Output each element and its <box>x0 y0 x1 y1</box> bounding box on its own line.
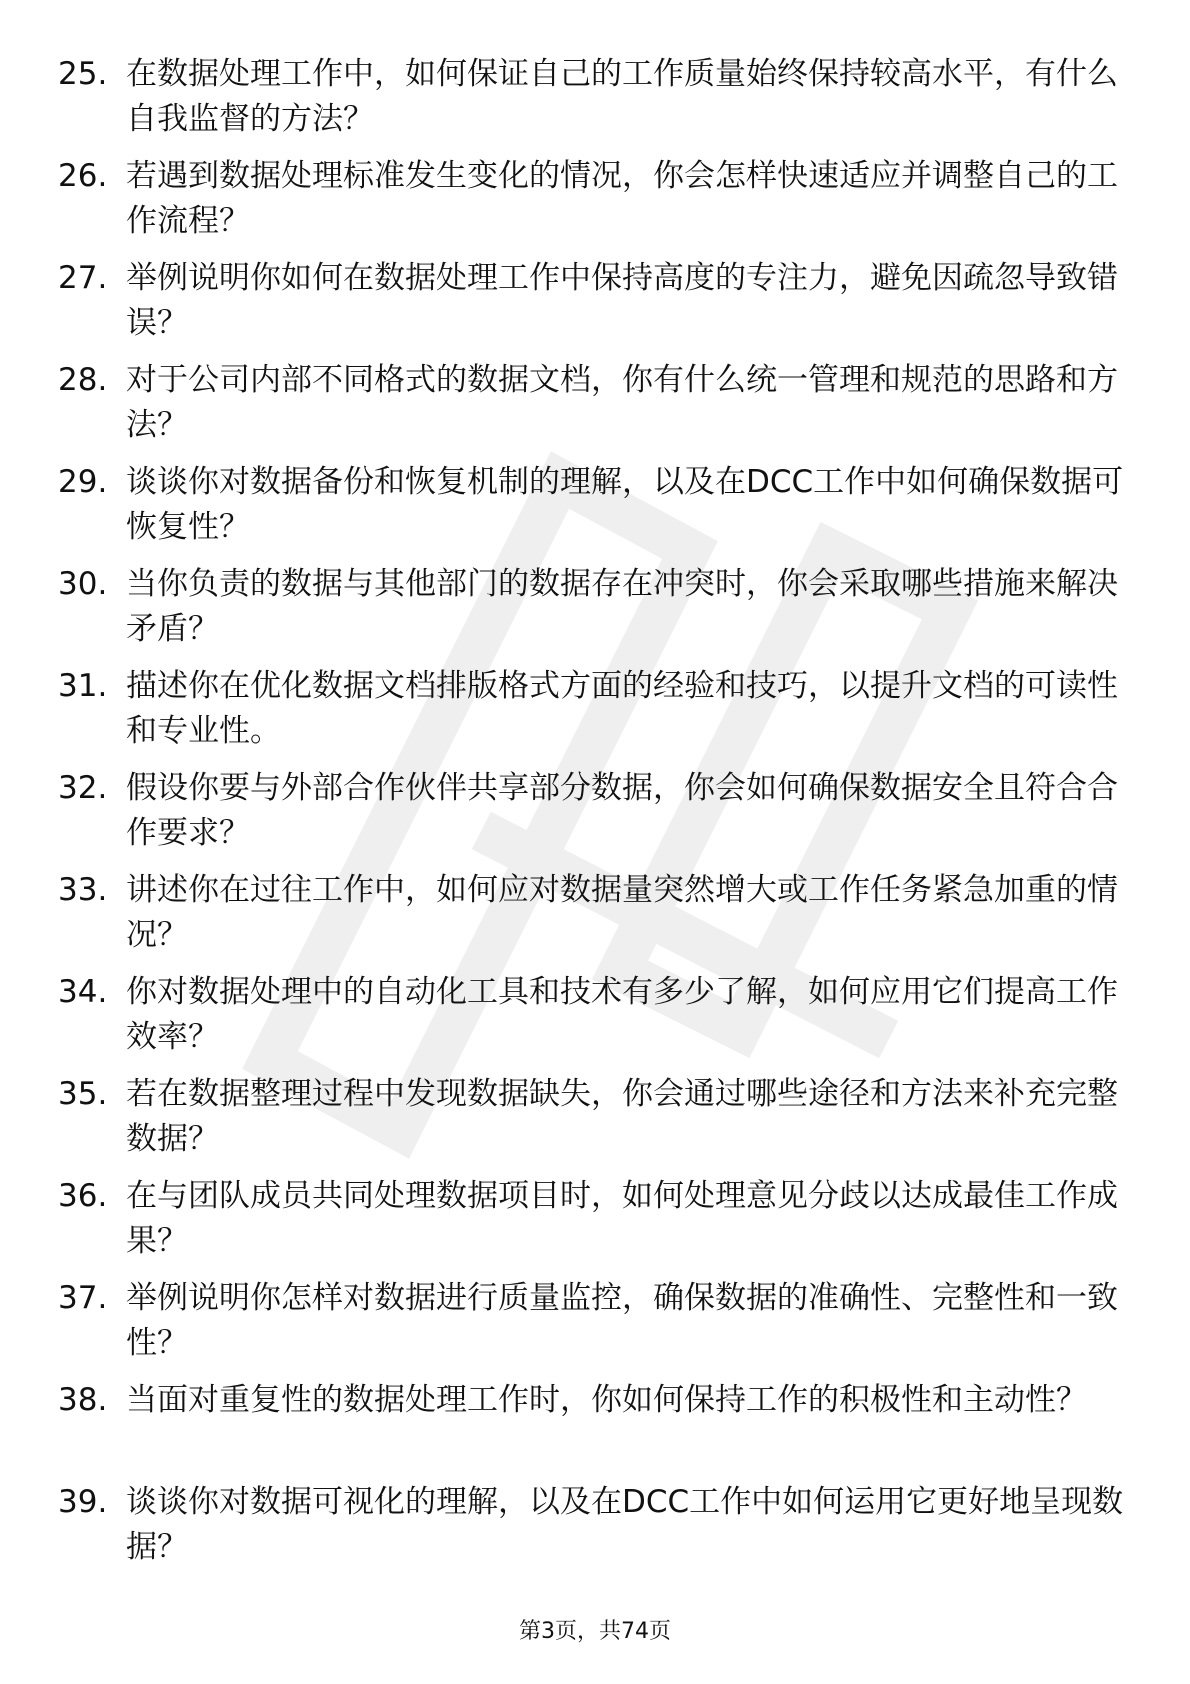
question-item <box>58 460 1138 562</box>
question-number: 29. <box>58 464 108 500</box>
question-number: 31. <box>58 668 108 704</box>
question-text: 对于公司内部不同格式的数据文档，你有什么统一管理和规范的思路和方法？ <box>126 362 1118 443</box>
question-number: 28. <box>58 362 108 398</box>
question-text: 当你负责的数据与其他部门的数据存在冲突时，你会采取哪些措施来解决矛盾？ <box>126 566 1118 647</box>
question-item <box>58 766 1138 868</box>
question-item <box>58 256 1138 358</box>
question-text: 谈谈你对数据备份和恢复机制的理解，以及在DCC工作中如何确保数据可恢复性？ <box>126 464 1124 545</box>
question-text: 讲述你在过往工作中，如何应对数据量突然增大或工作任务紧急加重的情况？ <box>126 872 1118 953</box>
question-number: 33. <box>58 872 108 908</box>
question-number: 34. <box>58 974 108 1010</box>
question-text: 举例说明你如何在数据处理工作中保持高度的专注力，避免因疏忽导致错误？ <box>126 260 1118 341</box>
question-item <box>58 1378 1138 1480</box>
question-item <box>58 1276 1138 1378</box>
question-number: 25. <box>58 56 108 92</box>
question-number: 35. <box>58 1076 108 1112</box>
question-item <box>58 970 1138 1072</box>
question-text: 在与团队成员共同处理数据项目时，如何处理意见分歧以达成最佳工作成果？ <box>126 1178 1118 1259</box>
question-text: 举例说明你怎样对数据进行质量监控，确保数据的准确性、完整性和一致性？ <box>126 1280 1118 1361</box>
question-text: 若在数据整理过程中发现数据缺失，你会通过哪些途径和方法来补充完整数据？ <box>126 1076 1118 1157</box>
question-text: 谈谈你对数据可视化的理解，以及在DCC工作中如何运用它更好地呈现数据？ <box>126 1484 1124 1565</box>
question-number: 26. <box>58 158 108 194</box>
question-text: 当面对重复性的数据处理工作时，你如何保持工作的积极性和主动性？ <box>126 1382 1087 1418</box>
question-item <box>58 154 1138 256</box>
question-number: 38. <box>58 1382 108 1418</box>
page-footer: 第3页，共74页 <box>519 1619 671 1644</box>
question-text: 在数据处理工作中，如何保证自己的工作质量始终保持较高水平，有什么自我监督的方法？ <box>126 56 1118 137</box>
question-item <box>58 562 1138 664</box>
question-item <box>58 358 1138 460</box>
question-number: 30. <box>58 566 108 602</box>
question-item <box>58 52 1138 154</box>
question-number: 39. <box>58 1484 108 1520</box>
question-number: 36. <box>58 1178 108 1214</box>
question-text: 你对数据处理中的自动化工具和技术有多少了解，如何应用它们提高工作效率？ <box>126 974 1118 1055</box>
question-text: 描述你在优化数据文档排版格式方面的经验和技巧，以提升文档的可读性和专业性。 <box>126 668 1118 749</box>
question-text: 假设你要与外部合作伙伴共享部分数据，你会如何确保数据安全且符合合作要求？ <box>126 770 1118 851</box>
question-item <box>58 664 1138 766</box>
question-number: 37. <box>58 1280 108 1316</box>
question-number: 27. <box>58 260 108 296</box>
question-text: 若遇到数据处理标准发生变化的情况，你会怎样快速适应并调整自己的工作流程？ <box>126 158 1118 239</box>
question-item <box>58 1480 1138 1582</box>
question-item <box>58 1072 1138 1174</box>
question-item <box>58 868 1138 970</box>
question-number: 32. <box>58 770 108 806</box>
question-list <box>58 52 1138 1582</box>
question-item <box>58 1174 1138 1276</box>
